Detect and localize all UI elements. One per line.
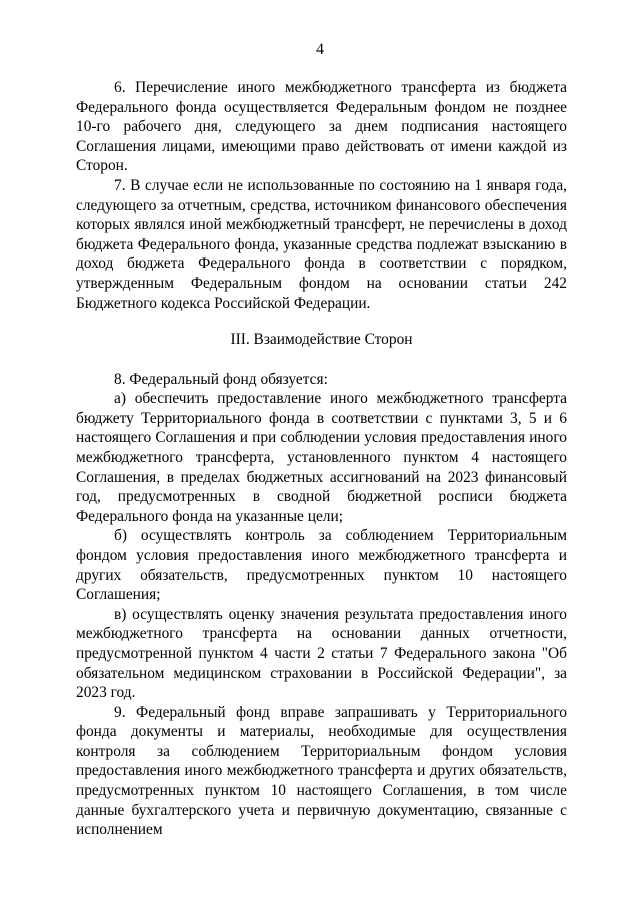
- paragraph-8: 8. Федеральный фонд обязуется:: [114, 370, 328, 388]
- paragraph-8c: в) осуществлять оценку значения результата предоставления иного межбюджетного трансферта на основании данных отчетности, предусмотренной пунктом 4 части 2 статьи 7 Федерального закона "Об обязательном медицинском страховании в Российской Федерации", за 2023 год.: [76, 605, 567, 702]
- section-3: [76, 330, 567, 840]
- paragraph-7: 7. В случае если не использованные по состоянию на 1 января года, следующего за отчетным, средства, источником финансового обеспечения которых являлся иной межбюджетный трансферт, не перечислены в доход бюджета Федерального фонда, указанные средства подлежат взысканию в доход бюджета Федерального фонда в соответствии с порядком, утвержденным Федеральным фондом на основании статьи 242 Бюджетного кодекса Российской Федерации.: [76, 176, 567, 312]
- page-number: 4: [316, 41, 324, 58]
- paragraph-8a: а) обеспечить предоставление иного межбюджетного трансферта бюджету Территориального фонда в соответствии с пунктами 3, 5 и 6 настоящего Соглашения и при соблюдении условия предоставления иного межбюджетного трансферта, установленного пунктом 4 настоящего Соглашения, в пределах бюджетных ассигнований на 2023 финансовый год, предусмотренных в сводной бюджетной росписи бюджета Федерального фонда на указанные цели;: [76, 390, 567, 525]
- paragraphs-before-section: [76, 78, 567, 313]
- section-heading: III. Взаимодействие Сторон: [230, 331, 413, 348]
- paragraph-8b: б) осуществлять контроль за соблюдением Территориальным фондом условия предоставления иного межбюджетного трансферта и других обязательств, предусмотренных пунктом 10 настоящего Соглашения;: [76, 527, 567, 604]
- section-heading-spacer: [76, 350, 567, 370]
- paragraph-9: 9. Федеральный фонд вправе запрашивать у Территориального фонда документы и материалы, необходимые для осуществления контроля за соблюдением Территориальным фондом условия предоставления иного межбюджетного трансферта и других обязательств, предусмотренных пунктом 10 настоящего Соглашения, в том числе данные бухгалтерского учета и первичную документацию, связанные с исполнением: [76, 703, 567, 839]
- paragraph-6: 6. Перечисление иного межбюджетного трансферта из бюджета Федерального фонда осуществляется Федеральным фондом не позднее 10-го рабочего дня, следующего за днем подписания настоящего Соглашения лицами, имеющими право действовать от имени каждой из Сторон.: [76, 79, 567, 175]
